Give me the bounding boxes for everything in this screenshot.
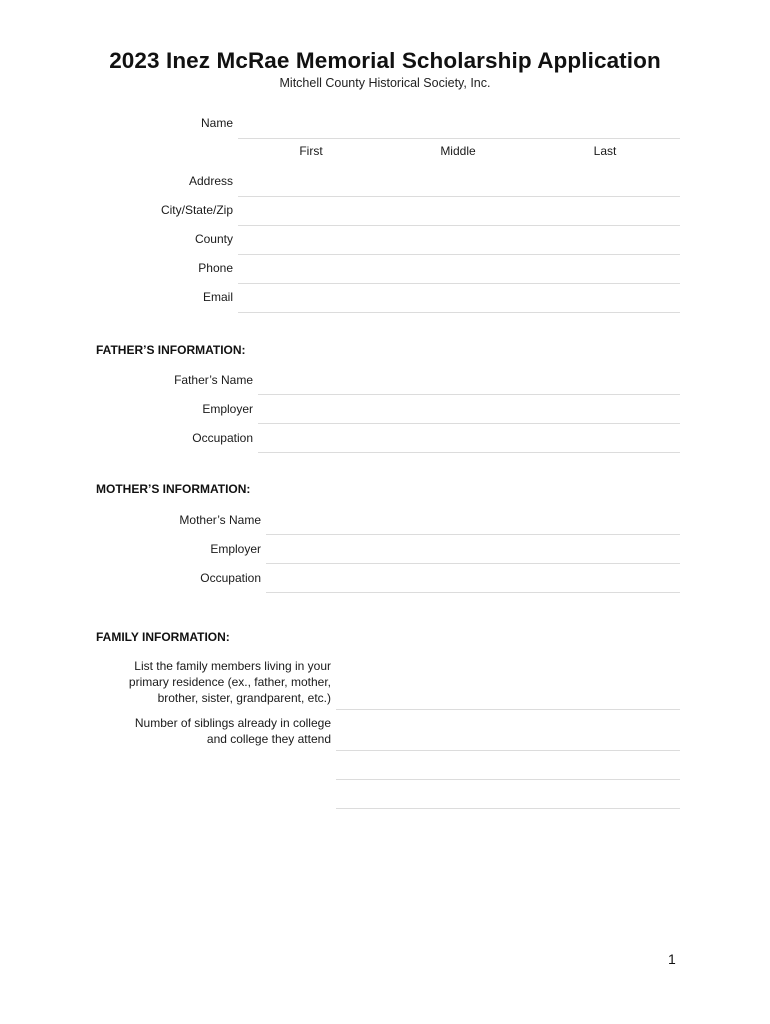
family-members-label: List the family members living in your primary residence (ex., father, mother, brother, sister, grandparent, etc.): [128, 659, 331, 705]
mothers-name-input[interactable]: [266, 508, 680, 534]
siblings-in-college-label: Number of siblings already in college and college they attend: [134, 716, 331, 746]
father-occupation-input[interactable]: [258, 426, 680, 452]
email-underline: [238, 312, 680, 313]
mother-employer-input[interactable]: [266, 537, 680, 563]
mothers-information-heading: MOTHER’S INFORMATION:: [96, 482, 251, 496]
name-label: Name: [200, 116, 233, 130]
siblings-in-college-input-1[interactable]: [336, 724, 680, 750]
mother-employer-label: Employer: [210, 542, 261, 556]
fathers-name-underline: [258, 394, 680, 395]
city-state-zip-underline: [238, 225, 680, 226]
mother-occupation-input[interactable]: [266, 566, 680, 592]
fathers-information-heading: FATHER’S INFORMATION:: [96, 343, 246, 357]
phone-underline: [238, 283, 680, 284]
siblings-in-college-input-2[interactable]: [336, 753, 680, 779]
father-employer-label: Employer: [202, 402, 253, 416]
name-underline: [238, 138, 680, 139]
city-state-zip-input[interactable]: [238, 199, 680, 225]
family-members-underline: [336, 709, 680, 710]
county-label: County: [194, 232, 233, 246]
page-number: 1: [668, 951, 676, 967]
middle-name-caption: Middle: [440, 144, 476, 158]
siblings-underline-1: [336, 750, 680, 751]
county-underline: [238, 254, 680, 255]
last-name-caption: Last: [593, 144, 617, 158]
mothers-name-label: Mother’s Name: [179, 513, 261, 527]
father-occupation-underline: [258, 452, 680, 453]
phone-input[interactable]: [238, 257, 680, 283]
name-input[interactable]: [238, 112, 680, 138]
father-occupation-label: Occupation: [192, 431, 253, 445]
siblings-underline-2: [336, 779, 680, 780]
mother-occupation-underline: [266, 592, 680, 593]
email-label: Email: [202, 290, 233, 304]
address-label: Address: [188, 174, 233, 188]
address-input[interactable]: [238, 170, 680, 196]
fathers-name-label: Father’s Name: [174, 373, 253, 387]
father-employer-underline: [258, 423, 680, 424]
email-input[interactable]: [238, 286, 680, 312]
father-employer-input[interactable]: [258, 397, 680, 423]
city-state-zip-label: City/State/Zip: [160, 203, 233, 217]
siblings-underline-3: [336, 808, 680, 809]
first-name-caption: First: [299, 144, 323, 158]
family-members-input[interactable]: [336, 658, 680, 708]
phone-label: Phone: [198, 261, 233, 275]
siblings-in-college-input-3[interactable]: [336, 782, 680, 808]
family-information-heading: FAMILY INFORMATION:: [96, 630, 230, 644]
mother-employer-underline: [266, 563, 680, 564]
county-input[interactable]: [238, 228, 680, 254]
mother-occupation-label: Occupation: [200, 571, 261, 585]
organization-subtitle: Mitchell County Historical Society, Inc.: [279, 76, 491, 90]
page-title: 2023 Inez McRae Memorial Scholarship Application: [109, 48, 661, 73]
fathers-name-input[interactable]: [258, 368, 680, 394]
address-underline: [238, 196, 680, 197]
mothers-name-underline: [266, 534, 680, 535]
